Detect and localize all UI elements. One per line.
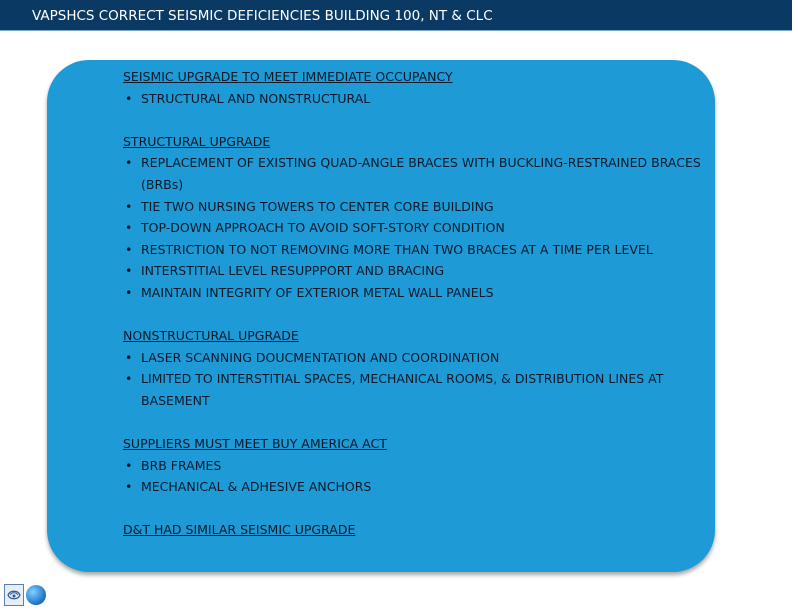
section-dt-similar xyxy=(123,519,703,541)
bullet-item: • TOP-DOWN APPROACH TO AVOID SOFT-STORY CONDITION xyxy=(123,217,703,239)
section-heading: SUPPLIERS MUST MEET BUY AMERICA ACT xyxy=(123,436,387,452)
bullet-item: • LIMITED TO INTERSTITIAL SPACES, MECHANICAL ROOMS, & DISTRIBUTION LINES AT BASEMENT xyxy=(123,368,703,411)
bullet-item: • INTERSTITIAL LEVEL RESUPPPORT AND BRACING xyxy=(123,260,703,282)
bullet-list xyxy=(123,347,703,412)
bullet-item: • MECHANICAL & ADHESIVE ANCHORS xyxy=(123,476,703,498)
bullet-item: • TIE TWO NURSING TOWERS TO CENTER CORE BUILDING xyxy=(123,196,703,218)
content-text xyxy=(123,66,703,563)
section-heading: D&T HAD SIMILAR SEISMIC UPGRADE xyxy=(123,522,356,538)
section-structural-upgrade xyxy=(123,131,703,304)
section-nonstructural-upgrade xyxy=(123,325,703,411)
bullet-item: • BRB FRAMES xyxy=(123,455,703,477)
footer-logo xyxy=(4,584,48,608)
section-heading: SEISMIC UPGRADE TO MEET IMMEDIATE OCCUPANCY xyxy=(123,69,453,84)
bullet-item: • RESTRICTION TO NOT REMOVING MORE THAN TWO BRACES AT A TIME PER LEVEL xyxy=(123,239,703,261)
section-heading: NONSTRUCTURAL UPGRADE xyxy=(123,328,299,344)
globe-icon xyxy=(26,585,46,605)
va-logo-icon xyxy=(4,584,24,606)
bullet-item: • MAINTAIN INTEGRITY OF EXTERIOR METAL WALL PANELS xyxy=(123,282,703,304)
section-heading: STRUCTURAL UPGRADE xyxy=(123,133,271,149)
section-seismic-upgrade xyxy=(123,66,703,109)
bullet-item: • LASER SCANNING DOUCMENTATION AND COORDINATION xyxy=(123,347,703,369)
bullet-list xyxy=(123,88,703,110)
title-bar xyxy=(0,0,792,31)
section-buy-america xyxy=(123,433,703,498)
bullet-item: • REPLACEMENT OF EXISTING QUAD-ANGLE BRACES WITH BUCKLING-RESTRAINED BRACES (BRBs) xyxy=(123,152,703,195)
bullet-list xyxy=(123,152,703,303)
slide-title: VAPSHCS CORRECT SEISMIC DEFICIENCIES BUILDING 100, NT & CLC xyxy=(32,8,493,24)
bullet-list xyxy=(123,455,703,498)
bullet-item: • STRUCTURAL AND NONSTRUCTURAL xyxy=(123,88,703,110)
